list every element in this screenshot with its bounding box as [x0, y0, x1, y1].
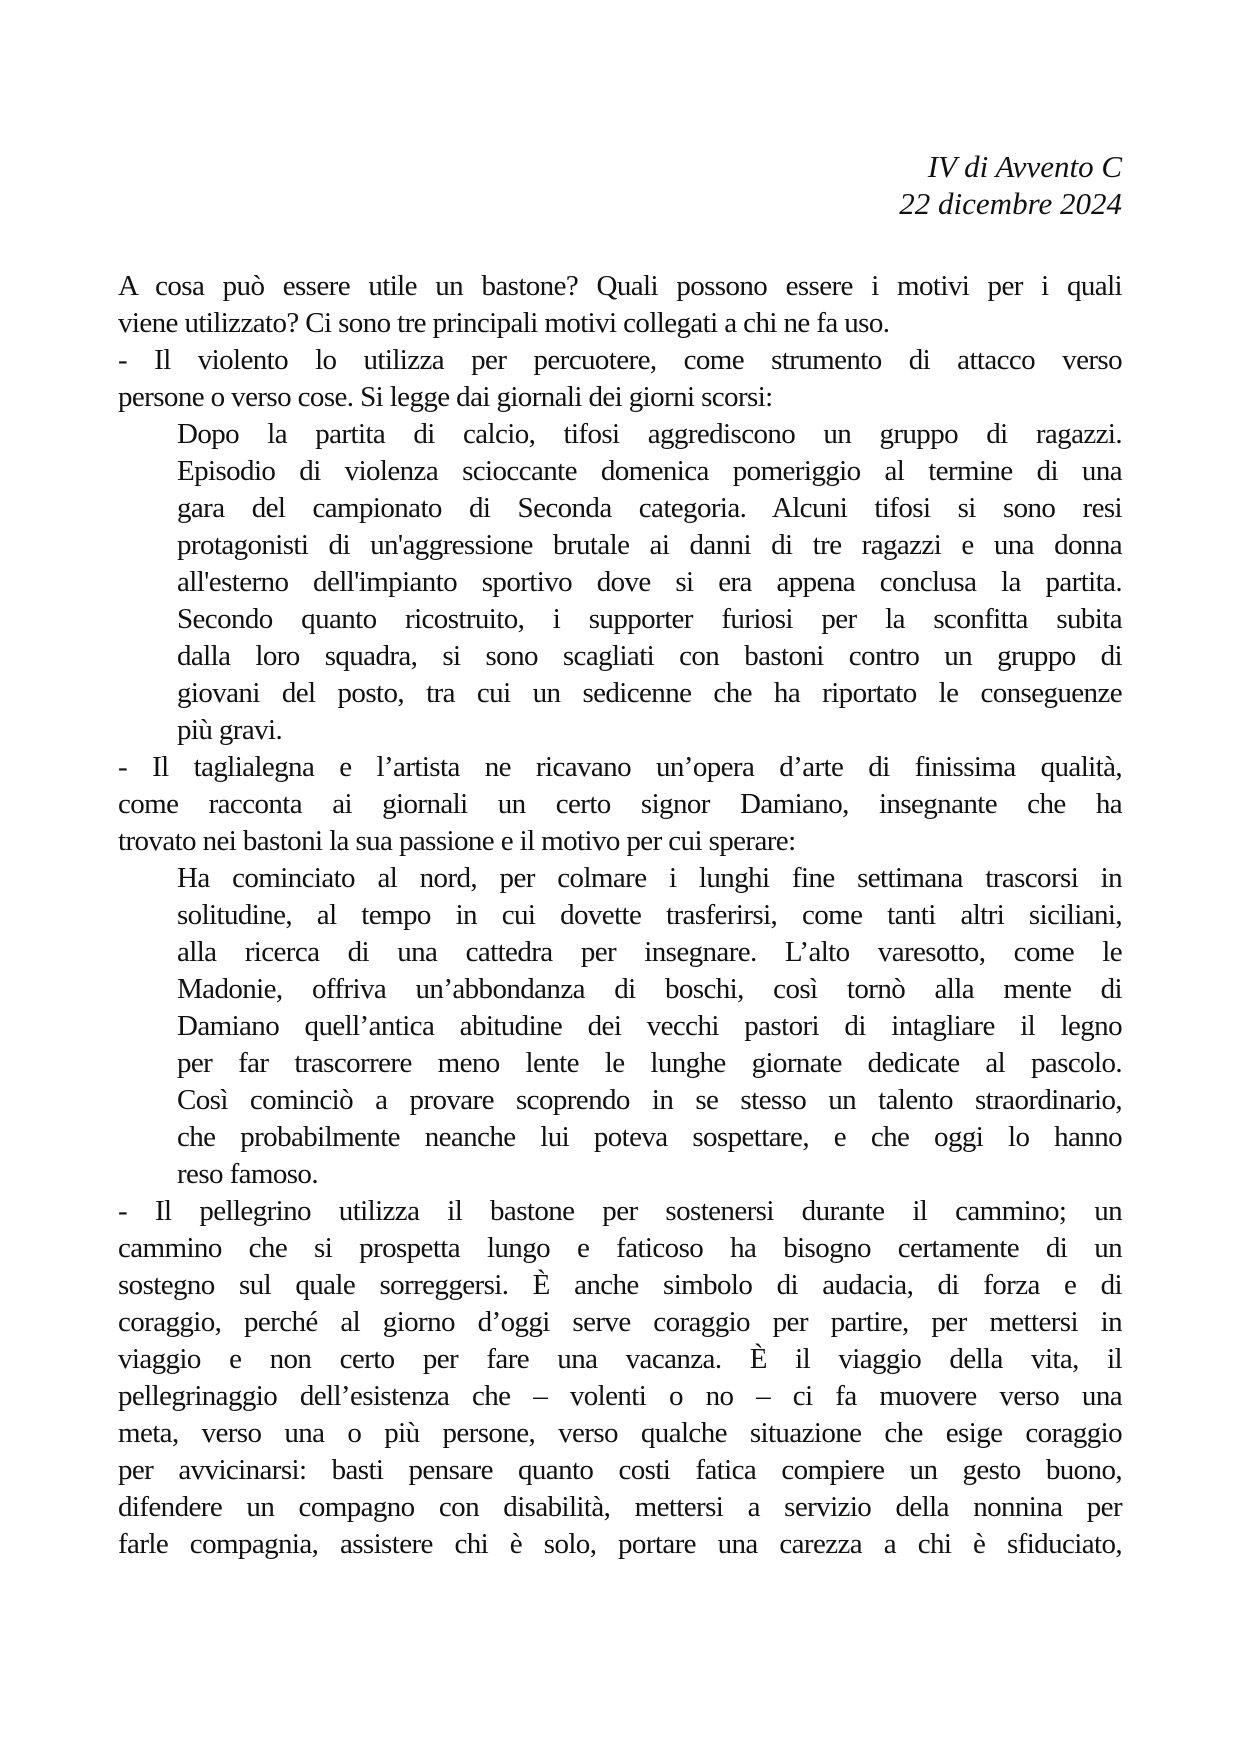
- text-line: sostegno sul quale sorreggersi. È anche simbolo di audacia, di forza e di: [118, 1269, 1122, 1301]
- quote-line: per far trascorrere meno lente le lunghe giornate dedicate al pascolo.: [177, 1047, 1122, 1079]
- text-line: cammino che si prospetta lungo e faticoso ha bisogno certamente di un: [118, 1232, 1122, 1264]
- quote-line: all'esterno dell'impianto sportivo dove si era appena conclusa la partita.: [177, 566, 1122, 598]
- quote-line: giovani del posto, tra cui un sedicenne che ha riportato le conseguenze: [177, 677, 1122, 709]
- quote-line: Episodio di violenza scioccante domenica pomeriggio al termine di una: [177, 455, 1122, 487]
- quote-line: protagonisti di un'aggressione brutale ai danni di tre ragazzi e una donna: [177, 529, 1122, 561]
- text-line: A cosa può essere utile un bastone? Quali possono essere i motivi per i quali: [118, 270, 1122, 302]
- text-line: per avvicinarsi: basti pensare quanto costi fatica compiere un gesto buono,: [118, 1454, 1122, 1486]
- newspaper-quote-damiano: [118, 860, 1122, 1193]
- text-line: - Il violento lo utilizza per percuotere, come strumento di attacco verso: [118, 344, 1122, 376]
- text-line: meta, verso una o più persone, verso qualche situazione che esige coraggio: [118, 1417, 1122, 1449]
- quote-line: più gravi.: [177, 714, 283, 746]
- quote-line: solitudine, al tempo in cui dovette trasferirsi, come tanti altri siciliani,: [177, 899, 1122, 931]
- quote-line: Damiano quell’antica abitudine dei vecchi pastori di intagliare il legno: [177, 1010, 1122, 1042]
- quote-line: che probabilmente neanche lui poteva sospettare, e che oggi lo hanno: [177, 1121, 1122, 1153]
- quote-line: Dopo la partita di calcio, tifosi aggrediscono un gruppo di ragazzi.: [177, 418, 1122, 450]
- point-artist-paragraph: [118, 749, 1122, 860]
- point-violent-paragraph: [118, 342, 1122, 416]
- quote-line: dalla loro squadra, si sono scagliati con bastoni contro un gruppo di: [177, 640, 1122, 672]
- text-line: difendere un compagno con disabilità, mettersi a servizio della nonnina per: [118, 1491, 1122, 1523]
- text-line: come racconta ai giornali un certo signor Damiano, insegnante che ha: [118, 788, 1122, 820]
- point-pilgrim-paragraph: [118, 1193, 1122, 1563]
- intro-paragraph: [118, 268, 1122, 342]
- document-date: 22 dicembre 2024: [899, 186, 1122, 221]
- quote-line: Così cominciò a provare scoprendo in se stesso un talento straordinario,: [177, 1084, 1122, 1116]
- liturgical-title: IV di Avvento C: [927, 149, 1122, 184]
- text-line: - Il taglialegna e l’artista ne ricavano un’opera d’arte di finissima qualità,: [118, 751, 1122, 783]
- text-line: coraggio, perché al giorno d’oggi serve coraggio per partire, per mettersi in: [118, 1306, 1122, 1338]
- text-line: persone o verso cose. Si legge dai giornali dei giorni scorsi:: [118, 381, 773, 413]
- text-line: viene utilizzato? Ci sono tre principali motivi collegati a chi ne fa uso.: [118, 307, 890, 339]
- text-line: - Il pellegrino utilizza il bastone per sostenersi durante il cammino; un: [118, 1195, 1122, 1227]
- document-body: [118, 268, 1122, 1563]
- text-line: viaggio e non certo per fare una vacanza. È il viaggio della vita, il: [118, 1343, 1122, 1375]
- quote-line: reso famoso.: [177, 1158, 318, 1190]
- quote-line: alla ricerca di una cattedra per insegnare. L’alto varesotto, come le: [177, 936, 1122, 968]
- quote-line: gara del campionato di Seconda categoria. Alcuni tifosi si sono resi: [177, 492, 1122, 524]
- quote-line: Secondo quanto ricostruito, i supporter furiosi per la sconfitta subita: [177, 603, 1122, 635]
- quote-line: Madonie, offriva un’abbondanza di boschi, così tornò alla mente di: [177, 973, 1122, 1005]
- quote-line: Ha cominciato al nord, per colmare i lunghi fine settimana trascorsi in: [177, 862, 1122, 894]
- text-line: trovato nei bastoni la sua passione e il motivo per cui sperare:: [118, 825, 796, 857]
- text-line: pellegrinaggio dell’esistenza che – volenti o no – ci fa muovere verso una: [118, 1380, 1122, 1412]
- text-line: farle compagnia, assistere chi è solo, portare una carezza a chi è sfiduciato,: [118, 1528, 1122, 1560]
- page-header: [899, 148, 1122, 222]
- newspaper-quote-violence: [118, 416, 1122, 749]
